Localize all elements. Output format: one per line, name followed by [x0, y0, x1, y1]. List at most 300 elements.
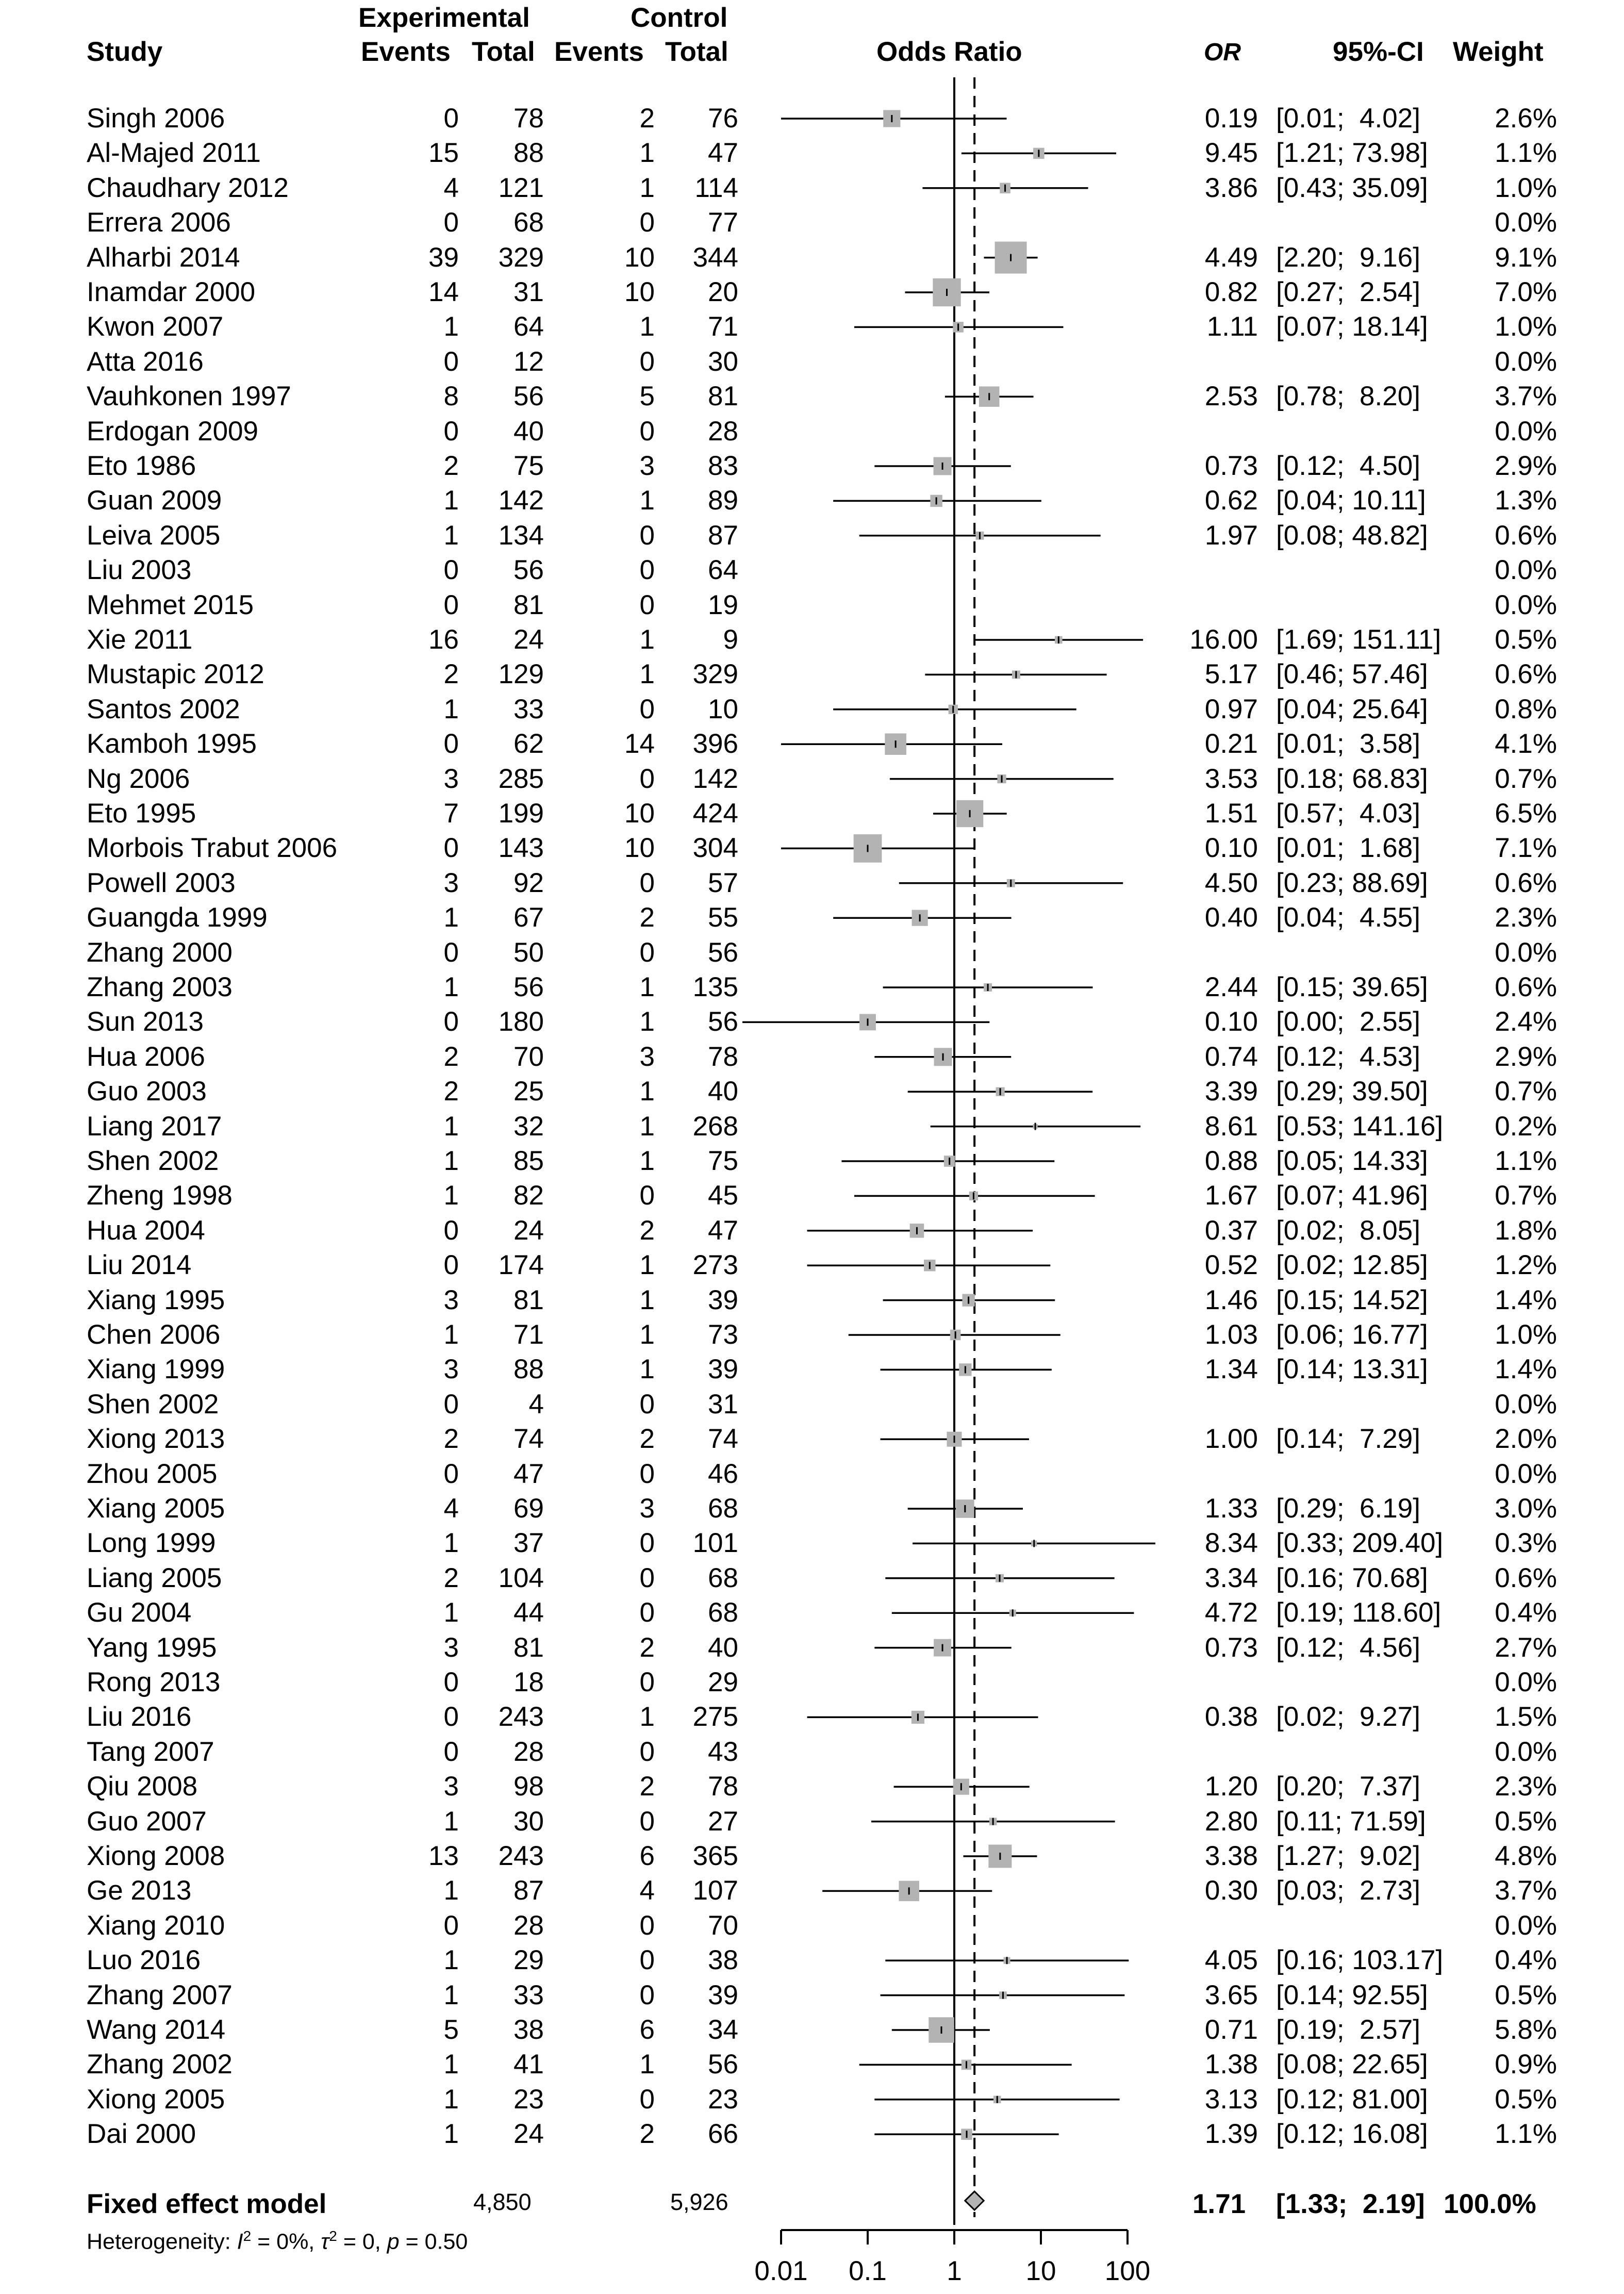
experimental-total: 134 — [498, 520, 544, 551]
control-events: 3 — [639, 1041, 655, 1072]
header-odds-ratio: Odds Ratio — [876, 37, 1022, 67]
study-weight: 0.0% — [1495, 1736, 1557, 1767]
control-total: 38 — [708, 1945, 738, 1976]
study-or: 0.71 — [1204, 2015, 1258, 2045]
control-total: 365 — [692, 1841, 738, 1871]
study-weight: 3.0% — [1495, 1493, 1557, 1524]
experimental-total: 81 — [513, 1284, 544, 1315]
study-ci: [0.43; 35.09] — [1276, 172, 1428, 203]
study-or: 0.10 — [1204, 833, 1258, 864]
study-weight: 0.5% — [1495, 2084, 1557, 2115]
study-weight: 0.0% — [1495, 937, 1557, 968]
experimental-events: 0 — [443, 1215, 459, 1246]
control-total: 10 — [708, 694, 738, 724]
study-or: 0.19 — [1204, 103, 1258, 134]
study-name: Atta 2016 — [87, 346, 204, 377]
heterogeneity-statistic: Heterogeneity: $I^2 = 0\%$, $\tau^2 = 0$, p = 0.50 — [87, 2228, 468, 2254]
study-weight: 3.7% — [1495, 381, 1557, 412]
experimental-total: 30 — [513, 1806, 544, 1837]
study-or: 1.34 — [1204, 1354, 1258, 1385]
study-weight: 1.2% — [1495, 1250, 1557, 1281]
control-events: 0 — [639, 207, 655, 238]
experimental-events: 3 — [443, 763, 459, 794]
study-name: Alharbi 2014 — [87, 242, 240, 273]
study-ci: [0.27; 2.54] — [1276, 277, 1420, 307]
control-events: 3 — [639, 1493, 655, 1524]
experimental-events: 13 — [428, 1841, 459, 1871]
experimental-total: 329 — [498, 242, 544, 273]
control-total: 30 — [708, 346, 738, 377]
experimental-events: 0 — [443, 1006, 459, 1037]
experimental-total: 64 — [513, 311, 544, 342]
pooled-weight: 100.0% — [1444, 2189, 1536, 2219]
control-total: 39 — [708, 1354, 738, 1385]
study-weight: 2.3% — [1495, 1771, 1557, 1802]
study-ci: [0.07; 18.14] — [1276, 311, 1428, 342]
experimental-total: 56 — [513, 972, 544, 1002]
study-or: 3.38 — [1204, 1841, 1258, 1871]
study-name: Tang 2007 — [87, 1736, 214, 1767]
experimental-events: 7 — [443, 798, 459, 829]
control-total: 57 — [708, 867, 738, 898]
experimental-events: 4 — [443, 172, 459, 203]
study-or: 0.52 — [1204, 1250, 1258, 1281]
study-or: 3.53 — [1204, 763, 1258, 794]
study-name: Chen 2006 — [87, 1319, 221, 1350]
study-weight: 1.4% — [1495, 1284, 1557, 1315]
study-or: 4.50 — [1204, 867, 1258, 898]
pooled-ci: [1.33; 2.19] — [1276, 2189, 1425, 2219]
experimental-total: 56 — [513, 381, 544, 412]
control-total: 101 — [692, 1528, 738, 1559]
control-total: 68 — [708, 1562, 738, 1593]
study-ci: [0.20; 7.37] — [1276, 1771, 1420, 1802]
study-name: Liu 2014 — [87, 1250, 192, 1281]
control-events: 0 — [639, 1979, 655, 2010]
study-name: Powell 2003 — [87, 867, 236, 898]
study-name: Guo 2007 — [87, 1806, 207, 1837]
study-or: 0.30 — [1204, 1875, 1258, 1906]
study-weight: 0.0% — [1495, 1667, 1557, 1697]
study-name: Xiong 2008 — [87, 1841, 225, 1871]
control-events: 1 — [639, 659, 655, 690]
study-or: 8.61 — [1204, 1111, 1258, 1142]
experimental-events: 0 — [443, 1250, 459, 1281]
control-total: 71 — [708, 311, 738, 342]
control-events: 2 — [639, 1632, 655, 1663]
study-ci: [0.14; 92.55] — [1276, 1979, 1428, 2010]
experimental-events: 3 — [443, 867, 459, 898]
control-events: 14 — [624, 729, 655, 760]
control-total: 396 — [692, 729, 738, 760]
experimental-events: 1 — [443, 2084, 459, 2115]
study-or: 0.38 — [1204, 1702, 1258, 1732]
control-total: 46 — [708, 1458, 738, 1489]
control-events: 0 — [639, 346, 655, 377]
header-exp-events: Events — [361, 37, 451, 67]
study-ci: [0.18; 68.83] — [1276, 763, 1428, 794]
experimental-total: 23 — [513, 2084, 544, 2115]
experimental-total: 33 — [513, 1979, 544, 2010]
experimental-total: 4 — [528, 1389, 544, 1420]
control-total: 83 — [708, 451, 738, 481]
study-name: Zhang 2007 — [87, 1979, 233, 2010]
study-weight: 0.2% — [1495, 1111, 1557, 1142]
study-weight: 0.7% — [1495, 1180, 1557, 1211]
header-ci: 95%-CI — [1333, 37, 1424, 67]
control-events: 0 — [639, 1180, 655, 1211]
study-ci: [0.01; 4.02] — [1276, 103, 1420, 134]
x-tick-label: 0.1 — [849, 2256, 887, 2286]
control-events: 2 — [639, 103, 655, 134]
study-or: 1.97 — [1204, 520, 1258, 551]
x-tick-label: 100 — [1104, 2256, 1151, 2286]
control-events: 1 — [639, 1006, 655, 1037]
experimental-events: 0 — [443, 416, 459, 447]
study-name: Ng 2006 — [87, 763, 190, 794]
study-or: 0.73 — [1204, 1632, 1258, 1663]
study-or: 3.39 — [1204, 1076, 1258, 1107]
experimental-total: 62 — [513, 729, 544, 760]
control-events: 0 — [639, 1945, 655, 1976]
experimental-total: 174 — [498, 1250, 544, 1281]
study-weight: 0.6% — [1495, 972, 1557, 1002]
study-name: Santos 2002 — [87, 694, 240, 724]
study-or: 1.11 — [1206, 311, 1258, 342]
study-weight: 1.0% — [1495, 172, 1557, 203]
study-weight: 0.0% — [1495, 1458, 1557, 1489]
study-name: Guan 2009 — [87, 485, 222, 516]
experimental-total: 28 — [513, 1736, 544, 1767]
experimental-events: 1 — [443, 972, 459, 1002]
control-events: 0 — [639, 2084, 655, 2115]
study-ci: [0.29; 6.19] — [1276, 1493, 1420, 1524]
experimental-events: 1 — [443, 1806, 459, 1837]
experimental-total: 85 — [513, 1146, 544, 1176]
control-total: 56 — [708, 2049, 738, 2080]
header-ctrl-events: Events — [554, 37, 644, 67]
x-tick-label: 0.01 — [754, 2256, 808, 2286]
experimental-events: 0 — [443, 1667, 459, 1697]
experimental-total: 31 — [513, 277, 544, 307]
experimental-total: 44 — [513, 1597, 544, 1628]
study-name: Mehmet 2015 — [87, 589, 254, 620]
experimental-total: 25 — [513, 1076, 544, 1107]
experimental-events: 1 — [443, 1979, 459, 2010]
study-name: Morbois Trabut 2006 — [87, 833, 338, 864]
experimental-total: 56 — [513, 555, 544, 586]
experimental-events: 0 — [443, 1702, 459, 1732]
experimental-total: 24 — [513, 1215, 544, 1246]
study-name: Liang 2005 — [87, 1562, 222, 1593]
control-events: 1 — [639, 138, 655, 169]
pooled-label: Fixed effect model — [87, 2189, 327, 2219]
experimental-events: 0 — [443, 1458, 459, 1489]
study-ci: [0.14; 7.29] — [1276, 1424, 1420, 1455]
experimental-events: 1 — [443, 1597, 459, 1628]
control-total: 81 — [708, 381, 738, 412]
study-or: 0.74 — [1204, 1041, 1258, 1072]
experimental-total: 32 — [513, 1111, 544, 1142]
experimental-total: 87 — [513, 1875, 544, 1906]
control-total: 39 — [708, 1284, 738, 1315]
experimental-total: 29 — [513, 1945, 544, 1976]
experimental-total: 78 — [513, 103, 544, 134]
control-events: 2 — [639, 1424, 655, 1455]
experimental-total: 129 — [498, 659, 544, 690]
study-ci: [0.02; 8.05] — [1276, 1215, 1420, 1246]
control-total: 114 — [694, 172, 738, 203]
study-ci: [0.03; 2.73] — [1276, 1875, 1420, 1906]
study-weight: 0.0% — [1495, 555, 1557, 586]
study-ci: [0.08; 48.82] — [1276, 520, 1428, 551]
study-weight: 2.3% — [1495, 902, 1557, 933]
study-or: 1.39 — [1204, 2119, 1258, 2150]
study-or: 1.51 — [1204, 798, 1258, 829]
experimental-total: 68 — [513, 207, 544, 238]
experimental-total: 142 — [498, 485, 544, 516]
control-events: 2 — [639, 1771, 655, 1802]
control-events: 5 — [639, 381, 655, 412]
study-name: Liang 2017 — [87, 1111, 222, 1142]
study-ci: [0.15; 39.65] — [1276, 972, 1428, 1002]
control-total: 56 — [708, 937, 738, 968]
pooled-or: 1.71 — [1192, 2189, 1246, 2219]
experimental-total: 104 — [498, 1562, 544, 1593]
study-name: Zhou 2005 — [87, 1458, 218, 1489]
control-events: 0 — [639, 867, 655, 898]
control-total: 29 — [708, 1667, 738, 1697]
control-events: 10 — [624, 277, 655, 307]
study-weight: 0.0% — [1495, 1389, 1557, 1420]
study-or: 0.10 — [1204, 1006, 1258, 1037]
control-events: 0 — [639, 520, 655, 551]
study-or: 2.44 — [1204, 972, 1258, 1002]
x-tick-label: 1 — [947, 2256, 962, 2286]
control-events: 0 — [639, 1562, 655, 1593]
study-name: Rong 2013 — [87, 1667, 221, 1697]
header-control: Control — [631, 3, 728, 33]
study-name: Guangda 1999 — [87, 902, 268, 933]
study-or: 1.46 — [1204, 1284, 1258, 1315]
study-weight: 9.1% — [1495, 242, 1557, 273]
control-events: 0 — [639, 1389, 655, 1420]
study-ci: [0.12; 4.50] — [1276, 451, 1420, 481]
experimental-total: 243 — [498, 1702, 544, 1732]
study-or: 1.67 — [1204, 1180, 1258, 1211]
study-or: 8.34 — [1204, 1528, 1258, 1559]
control-total: 268 — [692, 1111, 738, 1142]
control-events: 4 — [639, 1875, 655, 1906]
study-or: 16.00 — [1189, 624, 1258, 655]
control-events: 2 — [639, 1215, 655, 1246]
study-or: 0.21 — [1204, 729, 1258, 760]
control-total: 329 — [692, 659, 738, 690]
study-ci: [0.01; 1.68] — [1276, 833, 1420, 864]
study-weight: 6.5% — [1495, 798, 1557, 829]
study-name: Erdogan 2009 — [87, 416, 259, 447]
experimental-events: 2 — [443, 1041, 459, 1072]
control-events: 0 — [639, 1736, 655, 1767]
experimental-total: 33 — [513, 694, 544, 724]
study-name: Al-Majed 2011 — [87, 138, 261, 169]
study-weight: 0.8% — [1495, 694, 1557, 724]
study-ci: [0.23; 88.69] — [1276, 867, 1428, 898]
experimental-events: 1 — [443, 485, 459, 516]
study-weight: 1.0% — [1495, 1319, 1557, 1350]
header-exp-total: Total — [472, 37, 535, 67]
study-or: 2.53 — [1204, 381, 1258, 412]
control-events: 0 — [639, 694, 655, 724]
experimental-events: 2 — [443, 1076, 459, 1107]
experimental-total: 24 — [513, 2119, 544, 2150]
control-total: 89 — [708, 485, 738, 516]
control-total: 20 — [708, 277, 738, 307]
study-name: Ge 2013 — [87, 1875, 192, 1906]
control-events: 1 — [639, 172, 655, 203]
experimental-events: 2 — [443, 451, 459, 481]
study-or: 0.73 — [1204, 451, 1258, 481]
control-total: 304 — [692, 833, 738, 864]
study-ci: [0.14; 13.31] — [1276, 1354, 1428, 1385]
experimental-events: 1 — [443, 520, 459, 551]
study-weight: 0.0% — [1495, 1910, 1557, 1941]
study-name: Hua 2004 — [87, 1215, 205, 1246]
control-events: 2 — [639, 902, 655, 933]
experimental-total: 28 — [513, 1910, 544, 1941]
study-ci: [0.08; 22.65] — [1276, 2049, 1428, 2080]
control-total: 56 — [708, 1006, 738, 1037]
control-total: 424 — [692, 798, 738, 829]
study-name: Eto 1986 — [87, 451, 196, 481]
study-ci: [0.12; 4.53] — [1276, 1041, 1420, 1072]
experimental-total: 243 — [498, 1841, 544, 1871]
control-total: 75 — [708, 1146, 738, 1176]
study-weight: 0.5% — [1495, 1979, 1557, 2010]
study-ci: [2.20; 9.16] — [1276, 242, 1420, 273]
control-total: 344 — [692, 242, 738, 273]
control-events: 0 — [639, 555, 655, 586]
study-weight: 1.5% — [1495, 1702, 1557, 1732]
control-total: 74 — [708, 1424, 738, 1455]
experimental-events: 1 — [443, 1319, 459, 1350]
study-name: Eto 1995 — [87, 798, 196, 829]
control-events: 1 — [639, 485, 655, 516]
experimental-events: 1 — [443, 1111, 459, 1142]
control-total: 31 — [708, 1389, 738, 1420]
study-weight: 1.8% — [1495, 1215, 1557, 1246]
study-weight: 1.0% — [1495, 311, 1557, 342]
control-events: 1 — [639, 972, 655, 1002]
control-events: 0 — [639, 589, 655, 620]
control-events: 0 — [639, 1667, 655, 1697]
study-or: 1.00 — [1204, 1424, 1258, 1455]
study-ci: [0.57; 4.03] — [1276, 798, 1420, 829]
experimental-events: 0 — [443, 937, 459, 968]
study-name: Liu 2003 — [87, 555, 192, 586]
experimental-events: 1 — [443, 1146, 459, 1176]
control-events: 1 — [639, 1250, 655, 1281]
study-weight: 0.5% — [1495, 624, 1557, 655]
experimental-events: 5 — [443, 2015, 459, 2045]
study-name: Xiong 2005 — [87, 2084, 225, 2115]
experimental-events: 0 — [443, 1389, 459, 1420]
experimental-total: 81 — [513, 589, 544, 620]
study-ci: [0.04; 25.64] — [1276, 694, 1428, 724]
experimental-total: 180 — [498, 1006, 544, 1037]
study-weight: 5.8% — [1495, 2015, 1557, 2045]
control-total: 47 — [708, 138, 738, 169]
study-name: Dai 2000 — [87, 2119, 196, 2150]
control-events: 10 — [624, 798, 655, 829]
control-total: 68 — [708, 1493, 738, 1524]
study-name: Wang 2014 — [87, 2015, 226, 2045]
experimental-total: 37 — [513, 1528, 544, 1559]
experimental-events: 0 — [443, 555, 459, 586]
study-weight: 0.7% — [1495, 1076, 1557, 1107]
experimental-events: 0 — [443, 729, 459, 760]
study-name: Xiang 2010 — [87, 1910, 225, 1941]
study-weight: 0.6% — [1495, 867, 1557, 898]
study-or: 3.65 — [1204, 1979, 1258, 2010]
experimental-total: 47 — [513, 1458, 544, 1489]
experimental-events: 1 — [443, 1180, 459, 1211]
experimental-total: 82 — [513, 1180, 544, 1211]
experimental-total: 121 — [498, 172, 544, 203]
control-total: 45 — [708, 1180, 738, 1211]
study-ci: [0.02; 9.27] — [1276, 1702, 1420, 1732]
experimental-events: 1 — [443, 902, 459, 933]
study-name: Xiang 2005 — [87, 1493, 225, 1524]
study-ci: [0.16; 103.17] — [1276, 1945, 1444, 1976]
experimental-total: 98 — [513, 1771, 544, 1802]
study-weight: 7.0% — [1495, 277, 1557, 307]
study-name: Zheng 1998 — [87, 1180, 233, 1211]
study-weight: 2.6% — [1495, 103, 1557, 134]
study-name: Shen 2002 — [87, 1389, 219, 1420]
control-events: 10 — [624, 242, 655, 273]
study-name: Liu 2016 — [87, 1702, 192, 1732]
study-or: 0.62 — [1204, 485, 1258, 516]
study-weight: 0.7% — [1495, 763, 1557, 794]
experimental-total: 88 — [513, 138, 544, 169]
control-total: 23 — [708, 2084, 738, 2115]
study-weight: 4.1% — [1495, 729, 1557, 760]
control-total: 39 — [708, 1979, 738, 2010]
study-name: Long 1999 — [87, 1528, 216, 1559]
study-ci: [0.12; 16.08] — [1276, 2119, 1428, 2150]
study-ci: [0.33; 209.40] — [1276, 1528, 1444, 1559]
study-ci: [0.46; 57.46] — [1276, 659, 1428, 690]
study-name: Luo 2016 — [87, 1945, 201, 1976]
study-weight: 0.0% — [1495, 346, 1557, 377]
study-weight: 0.6% — [1495, 659, 1557, 690]
header-study: Study — [87, 37, 163, 67]
experimental-events: 0 — [443, 346, 459, 377]
study-name: Zhang 2002 — [87, 2049, 233, 2080]
study-name: Xiang 1999 — [87, 1354, 225, 1385]
study-weight: 0.6% — [1495, 520, 1557, 551]
study-or: 1.38 — [1204, 2049, 1258, 2080]
study-or: 1.33 — [1204, 1493, 1258, 1524]
control-total: 40 — [708, 1632, 738, 1663]
control-total: 273 — [692, 1250, 738, 1281]
control-events: 0 — [639, 1597, 655, 1628]
experimental-total: 74 — [513, 1424, 544, 1455]
study-ci: [0.15; 14.52] — [1276, 1284, 1428, 1315]
study-ci: [0.01; 3.58] — [1276, 729, 1420, 760]
study-weight: 0.4% — [1495, 1597, 1557, 1628]
